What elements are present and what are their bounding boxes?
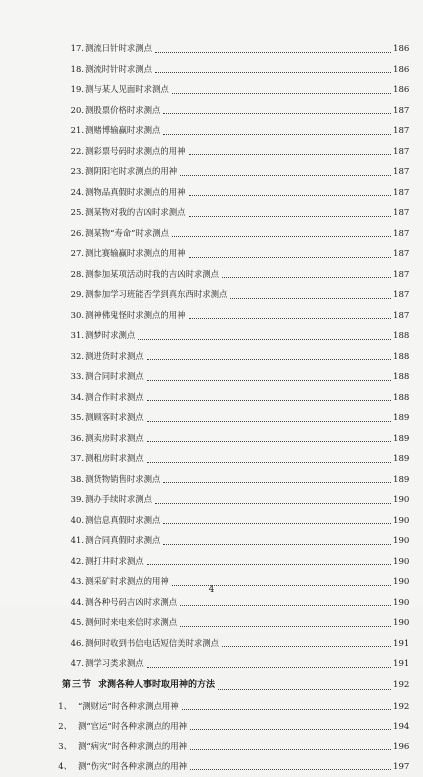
dot-leader	[155, 71, 391, 73]
entry-number: 30.	[70, 309, 84, 320]
toc-entry[interactable]	[0, 38, 423, 59]
toc-entry[interactable]	[0, 448, 423, 469]
entry-number: 46.	[70, 637, 84, 648]
entry-page: 190	[393, 618, 410, 628]
toc-subentry[interactable]	[0, 736, 423, 756]
toc-entry[interactable]	[0, 387, 423, 408]
entry-title: 测进货时求测点	[85, 350, 144, 361]
toc-entry[interactable]	[0, 469, 423, 490]
dot-leader	[222, 276, 391, 278]
toc-entry[interactable]	[0, 653, 423, 674]
entry-page: 186	[393, 44, 410, 54]
entry-number: 23.	[70, 166, 84, 176]
entry-number: 43.	[70, 576, 84, 586]
entry-number: 45.	[70, 617, 84, 627]
dot-leader	[180, 625, 391, 627]
page-number: 4	[208, 585, 215, 595]
entry-number: 38.	[70, 473, 84, 484]
toc-entry[interactable]	[0, 284, 423, 305]
entry-number: 32.	[70, 350, 84, 361]
toc-entry[interactable]	[0, 100, 423, 121]
entry-page: 187	[393, 290, 410, 300]
dot-leader	[147, 440, 391, 442]
section-page: 192	[393, 679, 410, 690]
entry-title: 测流日针时求测点	[85, 43, 152, 53]
toc-entry[interactable]	[0, 264, 423, 285]
entry-number: 37.	[70, 453, 84, 463]
entry-number: 35.	[70, 412, 84, 422]
entry-number: 17.	[70, 43, 84, 53]
entry-title: 测“病灾”时各种求测点的用神	[78, 740, 188, 751]
entry-title: 测参加某项活动时我的吉凶时求测点	[85, 268, 219, 279]
entry-title: 测采矿时求测点的用神	[85, 576, 169, 586]
toc-entry[interactable]	[0, 633, 423, 654]
entry-title: 测卖房时求测点	[85, 432, 144, 443]
dot-leader	[147, 461, 391, 463]
dot-leader	[147, 420, 391, 422]
entry-number: 39.	[70, 494, 84, 504]
entry-number: 28.	[70, 268, 84, 279]
entry-page: 188	[393, 372, 410, 382]
dot-leader	[230, 297, 391, 299]
toc-entry[interactable]	[0, 530, 423, 551]
toc-entry[interactable]	[0, 223, 423, 244]
entry-page: 187	[393, 105, 410, 116]
entry-number: 3、	[58, 740, 72, 751]
toc-entry[interactable]	[0, 202, 423, 223]
entry-number: 29.	[70, 289, 84, 299]
dot-leader	[163, 522, 391, 524]
entry-title: 测办手续时求测点	[85, 494, 152, 504]
entry-number: 1、	[58, 700, 72, 711]
entry-title: 测某物“寿命”时求测点	[85, 227, 169, 238]
dot-leader	[189, 215, 392, 217]
entry-number: 21.	[70, 125, 84, 135]
entry-page: 187	[393, 167, 410, 177]
entry-title: 测“官运”时各种求测点的用神	[78, 720, 188, 731]
entry-number: 36.	[70, 432, 84, 443]
dot-leader	[218, 688, 391, 690]
entry-title: 测打井时求测点	[85, 555, 144, 566]
entry-number: 42.	[70, 555, 84, 566]
entry-title: 测学习类求测点	[85, 658, 144, 668]
toc-subentry[interactable]	[0, 716, 423, 736]
entry-title: 测合同时求测点	[85, 371, 144, 381]
dot-leader	[172, 235, 391, 237]
entry-number: 33.	[70, 371, 84, 381]
entry-title: 测租房时求测点	[85, 453, 144, 463]
entry-title: 测顾客时求测点	[85, 412, 144, 422]
toc-entry-list	[0, 38, 423, 674]
entry-page: 191	[393, 659, 410, 669]
dot-leader	[163, 112, 391, 114]
entry-page: 187	[393, 310, 410, 321]
entry-number: 47.	[70, 658, 84, 668]
entry-page: 190	[393, 597, 410, 608]
entry-number: 19.	[70, 84, 84, 94]
entry-title: 测各种号码吉凶时求测点	[85, 596, 178, 607]
entry-page: 188	[393, 331, 410, 341]
entry-number: 34.	[70, 391, 84, 402]
entry-number: 20.	[70, 104, 84, 115]
toc-entry[interactable]	[0, 243, 423, 264]
toc-entry[interactable]	[0, 305, 423, 326]
entry-title: 测流时针时求测点	[85, 63, 152, 74]
entry-number: 18.	[70, 63, 84, 74]
entry-page: 190	[393, 515, 410, 526]
entry-number: 2、	[58, 720, 72, 731]
entry-page: 190	[393, 495, 410, 505]
dot-leader	[190, 768, 391, 770]
entry-title: “测财运”时各种求测点用神	[78, 700, 179, 711]
toc-entry[interactable]	[0, 612, 423, 633]
toc-entry[interactable]	[0, 407, 423, 428]
dot-leader	[163, 133, 391, 135]
dot-leader	[147, 563, 391, 565]
entry-number: 24.	[70, 186, 84, 197]
dot-leader	[147, 399, 391, 401]
entry-title: 测合作时求测点	[85, 391, 144, 402]
entry-number: 31.	[70, 330, 84, 340]
entry-number: 26.	[70, 227, 84, 238]
entry-title: 测合同真假时求测点	[85, 535, 161, 545]
dot-leader	[155, 51, 391, 53]
toc-entry[interactable]	[0, 79, 423, 100]
toc-entry[interactable]	[0, 120, 423, 141]
entry-title: 测何时来电来信时求测点	[85, 617, 178, 627]
entry-page: 191	[393, 638, 410, 649]
entry-number: 27.	[70, 248, 84, 258]
toc-subentry[interactable]	[0, 756, 423, 776]
dot-leader	[182, 708, 391, 710]
entry-title: 测与某人见面时求测点	[85, 84, 169, 94]
toc-entry[interactable]	[0, 428, 423, 449]
dot-leader	[180, 174, 391, 176]
entry-page: 187	[393, 187, 410, 198]
entry-title: 测何时收到书信电话短信美时求测点	[85, 637, 219, 648]
entry-title: 测彩票号码时求测点的用神	[85, 145, 186, 156]
dot-leader	[172, 92, 391, 94]
dot-leader	[147, 358, 391, 360]
entry-page: 192	[393, 701, 410, 712]
toc-entry[interactable]	[0, 489, 423, 510]
entry-number: 44.	[70, 596, 84, 607]
entry-page: 186	[393, 64, 410, 75]
entry-title: 测股票价格时求测点	[85, 104, 161, 115]
entry-title: 测信息真假时求测点	[85, 514, 161, 525]
entry-title: 测梦时求测点	[85, 330, 136, 340]
toc-subentry-list	[0, 696, 423, 776]
dot-leader	[189, 256, 392, 258]
toc-subentry[interactable]	[0, 696, 423, 716]
toc-entry[interactable]	[0, 346, 423, 367]
entry-title: 测物品真假时求测点的用神	[85, 186, 186, 197]
entry-page: 190	[393, 577, 410, 587]
entry-page: 187	[393, 249, 410, 259]
toc-entry[interactable]	[0, 551, 423, 572]
section-title: 求测各种人事时取用神的方法	[98, 679, 216, 690]
dot-leader	[163, 481, 391, 483]
entry-page: 187	[393, 146, 410, 157]
entry-page: 189	[393, 433, 410, 444]
entry-page: 188	[393, 351, 410, 362]
toc-entry[interactable]	[0, 366, 423, 387]
toc-entry[interactable]	[0, 141, 423, 162]
entry-title: 测神佛鬼怪时求测点的用神	[85, 309, 186, 320]
dot-leader	[163, 543, 391, 545]
dot-leader	[189, 317, 392, 319]
entry-page: 194	[393, 721, 410, 732]
dot-leader	[155, 502, 391, 504]
table-of-contents	[0, 38, 423, 776]
entry-title: 测“伤灾”时各种求测点的用神	[78, 760, 188, 771]
section-label: 第三节	[61, 679, 92, 690]
entry-title: 测比赛输赢时求测点的用神	[85, 248, 186, 258]
entry-number: 41.	[70, 535, 84, 545]
entry-page: 187	[393, 208, 410, 218]
entry-title: 测阴阳宅时求测点的用神	[85, 166, 178, 176]
entry-title: 测某物对我的吉凶时求测点	[85, 207, 186, 217]
entry-page: 187	[393, 228, 410, 239]
dot-leader	[147, 379, 391, 381]
section-heading[interactable]	[0, 674, 423, 696]
dot-leader	[147, 666, 391, 668]
entry-number: 40.	[70, 514, 84, 525]
toc-entry[interactable]	[0, 510, 423, 531]
toc-entry[interactable]	[0, 59, 423, 80]
dot-leader	[222, 645, 391, 647]
entry-title: 测赌博输赢时求测点	[85, 125, 161, 135]
entry-page: 196	[393, 741, 410, 752]
entry-number: 25.	[70, 207, 84, 217]
dot-leader	[189, 194, 392, 196]
dot-leader	[138, 338, 391, 340]
entry-number: 22.	[70, 145, 84, 156]
entry-title: 测参加学习班能否学到真东西时求测点	[85, 289, 228, 299]
entry-page: 190	[393, 556, 410, 567]
toc-entry[interactable]	[0, 161, 423, 182]
entry-page: 189	[393, 474, 410, 485]
entry-page: 189	[393, 413, 410, 423]
entry-page: 188	[393, 392, 410, 403]
entry-title: 测货物销售时求测点	[85, 473, 161, 484]
entry-page: 197	[393, 761, 410, 772]
dot-leader	[190, 728, 391, 730]
dot-leader	[180, 604, 391, 606]
toc-entry[interactable]	[0, 182, 423, 203]
entry-page: 187	[393, 126, 410, 136]
entry-page: 187	[393, 269, 410, 280]
dot-leader	[189, 153, 392, 155]
entry-page: 190	[393, 536, 410, 546]
entry-page: 189	[393, 454, 410, 464]
entry-number: 4、	[58, 760, 72, 771]
toc-entry[interactable]	[0, 325, 423, 346]
dot-leader	[190, 748, 391, 750]
entry-page: 186	[393, 85, 410, 95]
